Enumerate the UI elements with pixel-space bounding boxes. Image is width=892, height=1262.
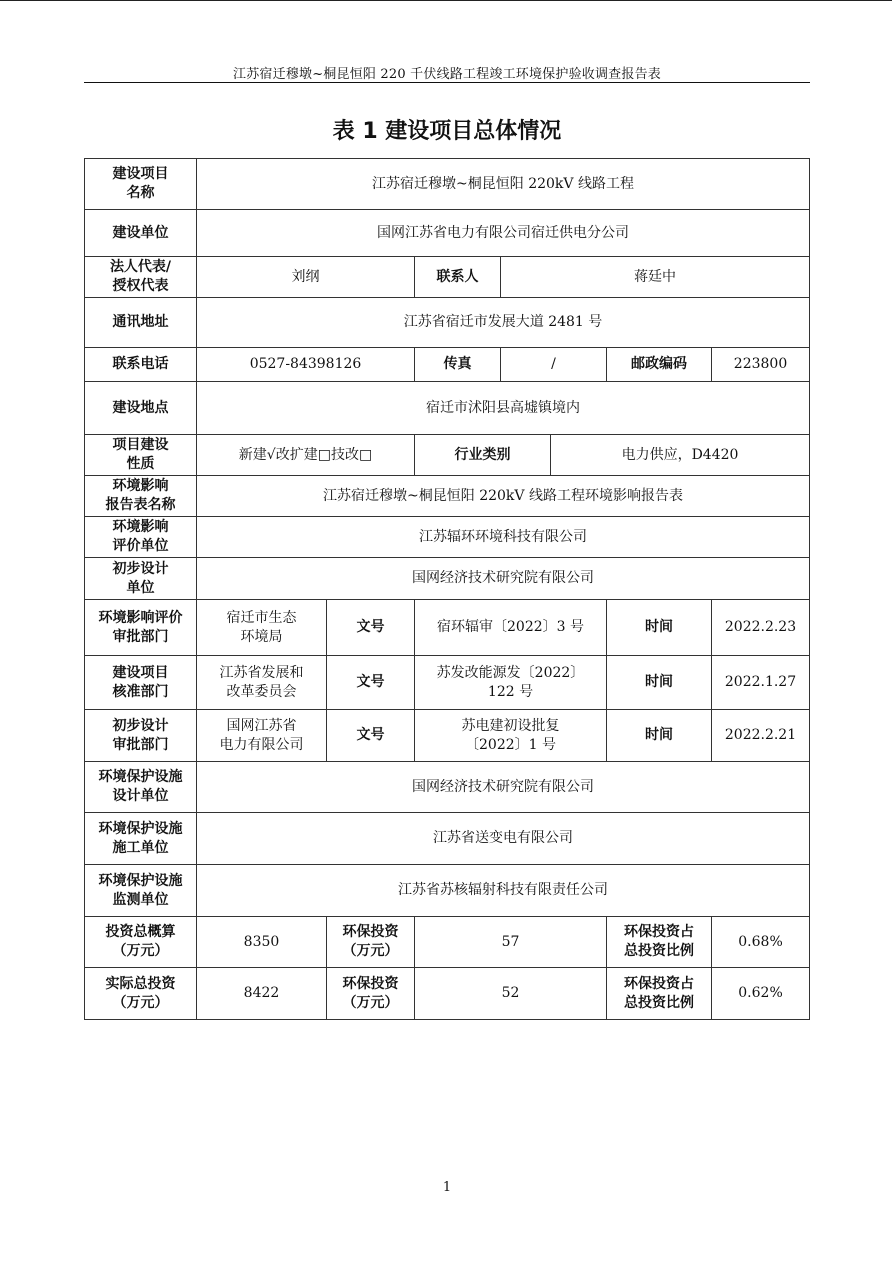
investment-ratio-label: 环保投资占 总投资比例 [607,968,712,1020]
env-investment-label: 环保投资 （万元） [327,968,415,1020]
contact-value: 蒋廷中 [501,257,810,298]
doc-number-value: 苏发改能源发〔2022〕 122 号 [415,656,607,710]
investment-ratio-label: 环保投资占 总投资比例 [607,917,712,968]
env-investment-value: 57 [415,917,607,968]
time-label: 时间 [607,600,712,656]
running-header: 江苏宿迁穆墩~桐昆恒阳 220 千伏线路工程竣工环境保护验收调查报告表 [233,67,661,82]
time-label: 时间 [607,710,712,762]
legal-rep-label: 法人代表/ 授权代表 [85,257,197,298]
env-design-value: 国网经济技术研究院有限公司 [197,762,810,813]
prelim-design-label: 初步设计 单位 [85,558,197,600]
env-monitor-value: 江苏省苏核辐射科技有限责任公司 [197,865,810,917]
env-investment-label: 环保投资 （万元） [327,917,415,968]
row-investment-estimate [85,917,810,968]
investment-ratio-value: 0.62% [712,968,810,1020]
builder-value: 国网江苏省电力有限公司宿迁供电分公司 [197,210,810,257]
row-env-design [85,762,810,813]
nature-value: 新建√改扩建□技改□ [197,435,415,476]
approval-label: 环境影响评价 审批部门 [85,600,197,656]
industry-value: 电力供应，D4420 [551,435,810,476]
prelim-design-value: 国网经济技术研究院有限公司 [197,558,810,600]
investment-total: 8422 [197,968,327,1020]
row-approval-eia [85,600,810,656]
env-monitor-label: 环境保护设施 监测单位 [85,865,197,917]
approval-label: 建设项目 核准部门 [85,656,197,710]
contact-label: 联系人 [415,257,501,298]
address-label: 通讯地址 [85,298,197,348]
time-value: 2022.2.21 [712,710,810,762]
industry-label: 行业类别 [415,435,551,476]
row-env-construct [85,813,810,865]
doc-number-value: 宿环辐审〔2022〕3 号 [415,600,607,656]
approval-dept: 国网江苏省 电力有限公司 [197,710,327,762]
investment-total: 8350 [197,917,327,968]
investment-label: 实际总投资 （万元） [85,968,197,1020]
row-location [85,382,810,435]
row-approval-design [85,710,810,762]
location-label: 建设地点 [85,382,197,435]
row-nature [85,435,810,476]
env-construct-label: 环境保护设施 施工单位 [85,813,197,865]
row-eia-unit [85,517,810,558]
row-env-monitor [85,865,810,917]
row-address [85,298,810,348]
row-prelim-design [85,558,810,600]
eia-report-label: 环境影响 报告表名称 [85,476,197,517]
eia-unit-value: 江苏辐环环境科技有限公司 [197,517,810,558]
row-builder [85,210,810,257]
investment-ratio-value: 0.68% [712,917,810,968]
env-design-label: 环境保护设施 设计单位 [85,762,197,813]
builder-label: 建设单位 [85,210,197,257]
postcode-value: 223800 [712,348,810,382]
location-value: 宿迁市沭阳县高墟镇境内 [197,382,810,435]
env-investment-value: 52 [415,968,607,1020]
project-name-value: 江苏宿迁穆墩~桐昆恒阳 220kV 线路工程 [197,159,810,210]
row-project-name [85,159,810,210]
legal-rep-value: 刘纲 [197,257,415,298]
fax-value: / [501,348,607,382]
doc-number-label: 文号 [327,710,415,762]
approval-dept: 宿迁市生态 环境局 [197,600,327,656]
row-approval-project [85,656,810,710]
postcode-label: 邮政编码 [607,348,712,382]
row-legal-rep [85,257,810,298]
page-number: 1 [442,1180,452,1195]
doc-number-value: 苏电建初设批复 〔2022〕1 号 [415,710,607,762]
time-value: 2022.1.27 [712,656,810,710]
doc-number-label: 文号 [327,656,415,710]
time-label: 时间 [607,656,712,710]
time-value: 2022.2.23 [712,600,810,656]
nature-label: 项目建设 性质 [85,435,197,476]
eia-unit-label: 环境影响 评价单位 [85,517,197,558]
page-top-border [0,0,892,1]
doc-number-label: 文号 [327,600,415,656]
row-investment-actual [85,968,810,1020]
row-phone [85,348,810,382]
approval-label: 初步设计 审批部门 [85,710,197,762]
project-name-label: 建设项目 名称 [85,159,197,210]
row-eia-report [85,476,810,517]
phone-value: 0527-84398126 [197,348,415,382]
project-overview-table [84,158,810,1020]
address-value: 江苏省宿迁市发展大道 2481 号 [197,298,810,348]
env-construct-value: 江苏省送变电有限公司 [197,813,810,865]
approval-dept: 江苏省发展和 改革委员会 [197,656,327,710]
fax-label: 传真 [415,348,501,382]
investment-label: 投资总概算 （万元） [85,917,197,968]
phone-label: 联系电话 [85,348,197,382]
eia-report-value: 江苏宿迁穆墩~桐昆恒阳 220kV 线路工程环境影响报告表 [197,476,810,517]
table-title: 表 1 建设项目总体情况 [332,119,562,144]
header-rule [84,82,810,83]
